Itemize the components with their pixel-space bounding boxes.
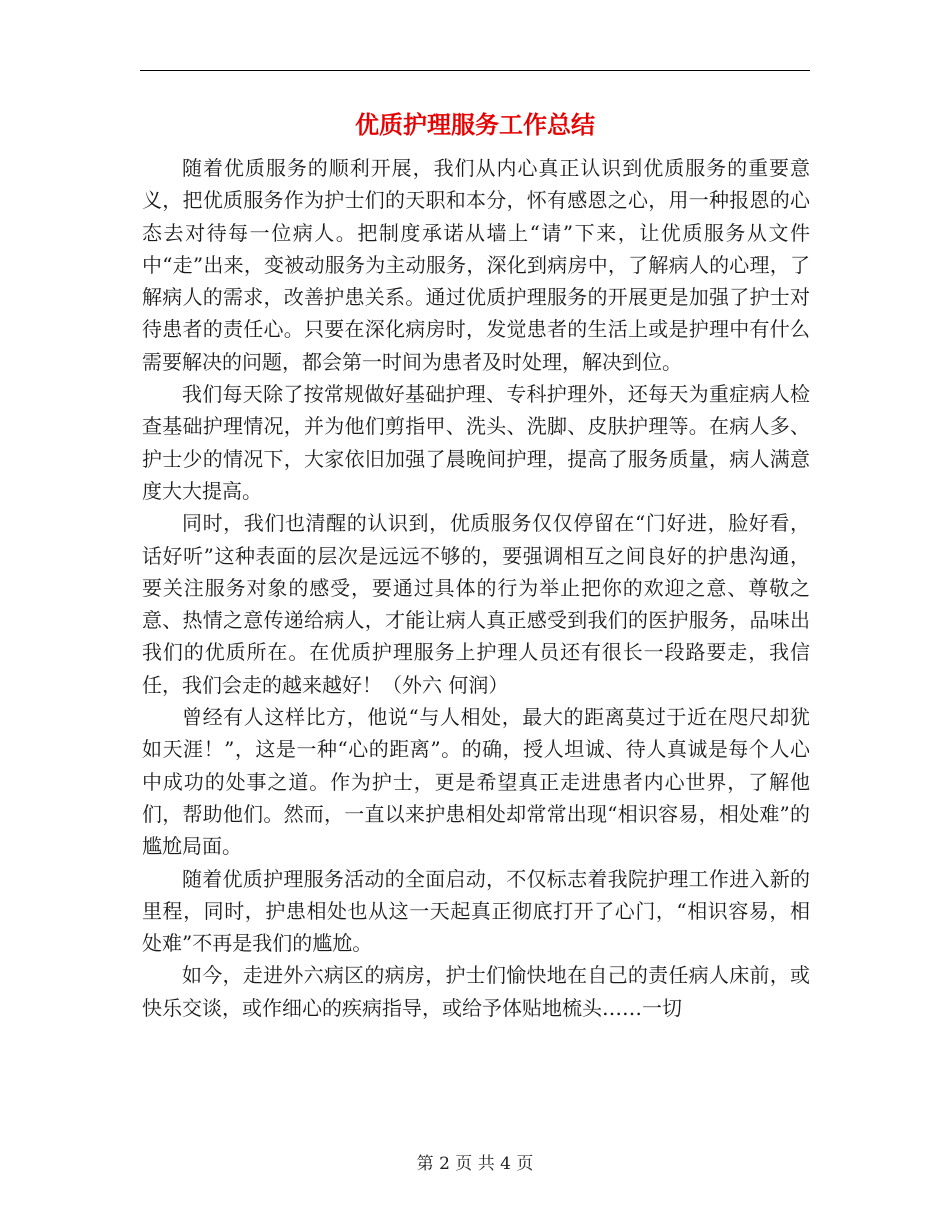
document-body (142, 152, 810, 1024)
page-number-footer: 第 2 页 共 4 页 (416, 1154, 534, 1174)
paragraph: 随着优质服务的顺利开展，我们从内心真正认识到优质服务的重要意义，把优质服务作为护士们的天职和本分，怀有感恩之心，用一种报恩的心态去对待每一位病人。把制度承诺从墙上“请”下来，让优质服务从文件中“走”出来，变被动服务为主动服务，深化到病房中，了解病人的心理，了解病人的需求，改善护患关系。通过优质护理服务的开展更是加强了护士对待患者的责任心。只要在深化病房时，发觉患者的生活上或是护理中有什么需要解决的问题，都会第一时间为患者及时处理，解决到位。 (142, 156, 810, 374)
document-title: 优质护理服务工作总结 (355, 110, 595, 139)
paragraph: 如今，走进外六病区的病房，护士们愉快地在自己的责任病人床前，或快乐交谈，或作细心的疾病指导，或给予体贴地梳头……一切 (142, 963, 810, 1020)
paragraph: 随着优质护理服务活动的全面启动，不仅标志着我院护理工作进入新的里程，同时，护患相处也从这一天起真正彻底打开了心门，“相识容易，相处难”不再是我们的尴尬。 (142, 866, 810, 956)
paragraph: 我们每天除了按常规做好基础护理、专科护理外，还每天为重症病人检查基础护理情况，并为他们剪指甲、洗头、洗脚、皮肤护理等。在病人多、护士少的情况下，大家依旧加强了晨晚间护理，提高了服务质量，病人满意度大大提高。 (142, 382, 810, 503)
paragraph: 同时，我们也清醒的认识到，优质服务仅仅停留在“门好进，脸好看，话好听”这种表面的层次是远远不够的，要强调相互之间良好的护患沟通，要关注服务对象的感受，要通过具体的行为举止把你的欢迎之意、尊敬之意、热情之意传递给病人，才能让病人真正感受到我们的医护服务，品味出我们的优质所在。在优质护理服务上护理人员还有很长一段路要走，我信任，我们会走的越来越好！（外六 何润） (142, 511, 810, 697)
paragraph: 曾经有人这样比方，他说“与人相处，最大的距离莫过于近在咫尺却犹如天涯！”，这是一种“心的距离”。的确，授人坦诚、待人真诚是每个人心中成功的处事之道。作为护士，更是希望真正走进患者内心世界，了解他们，帮助他们。然而，一直以来护患相处却常常出现“相识容易，相处难”的尴尬局面。 (142, 705, 810, 859)
header-rule (140, 70, 810, 71)
